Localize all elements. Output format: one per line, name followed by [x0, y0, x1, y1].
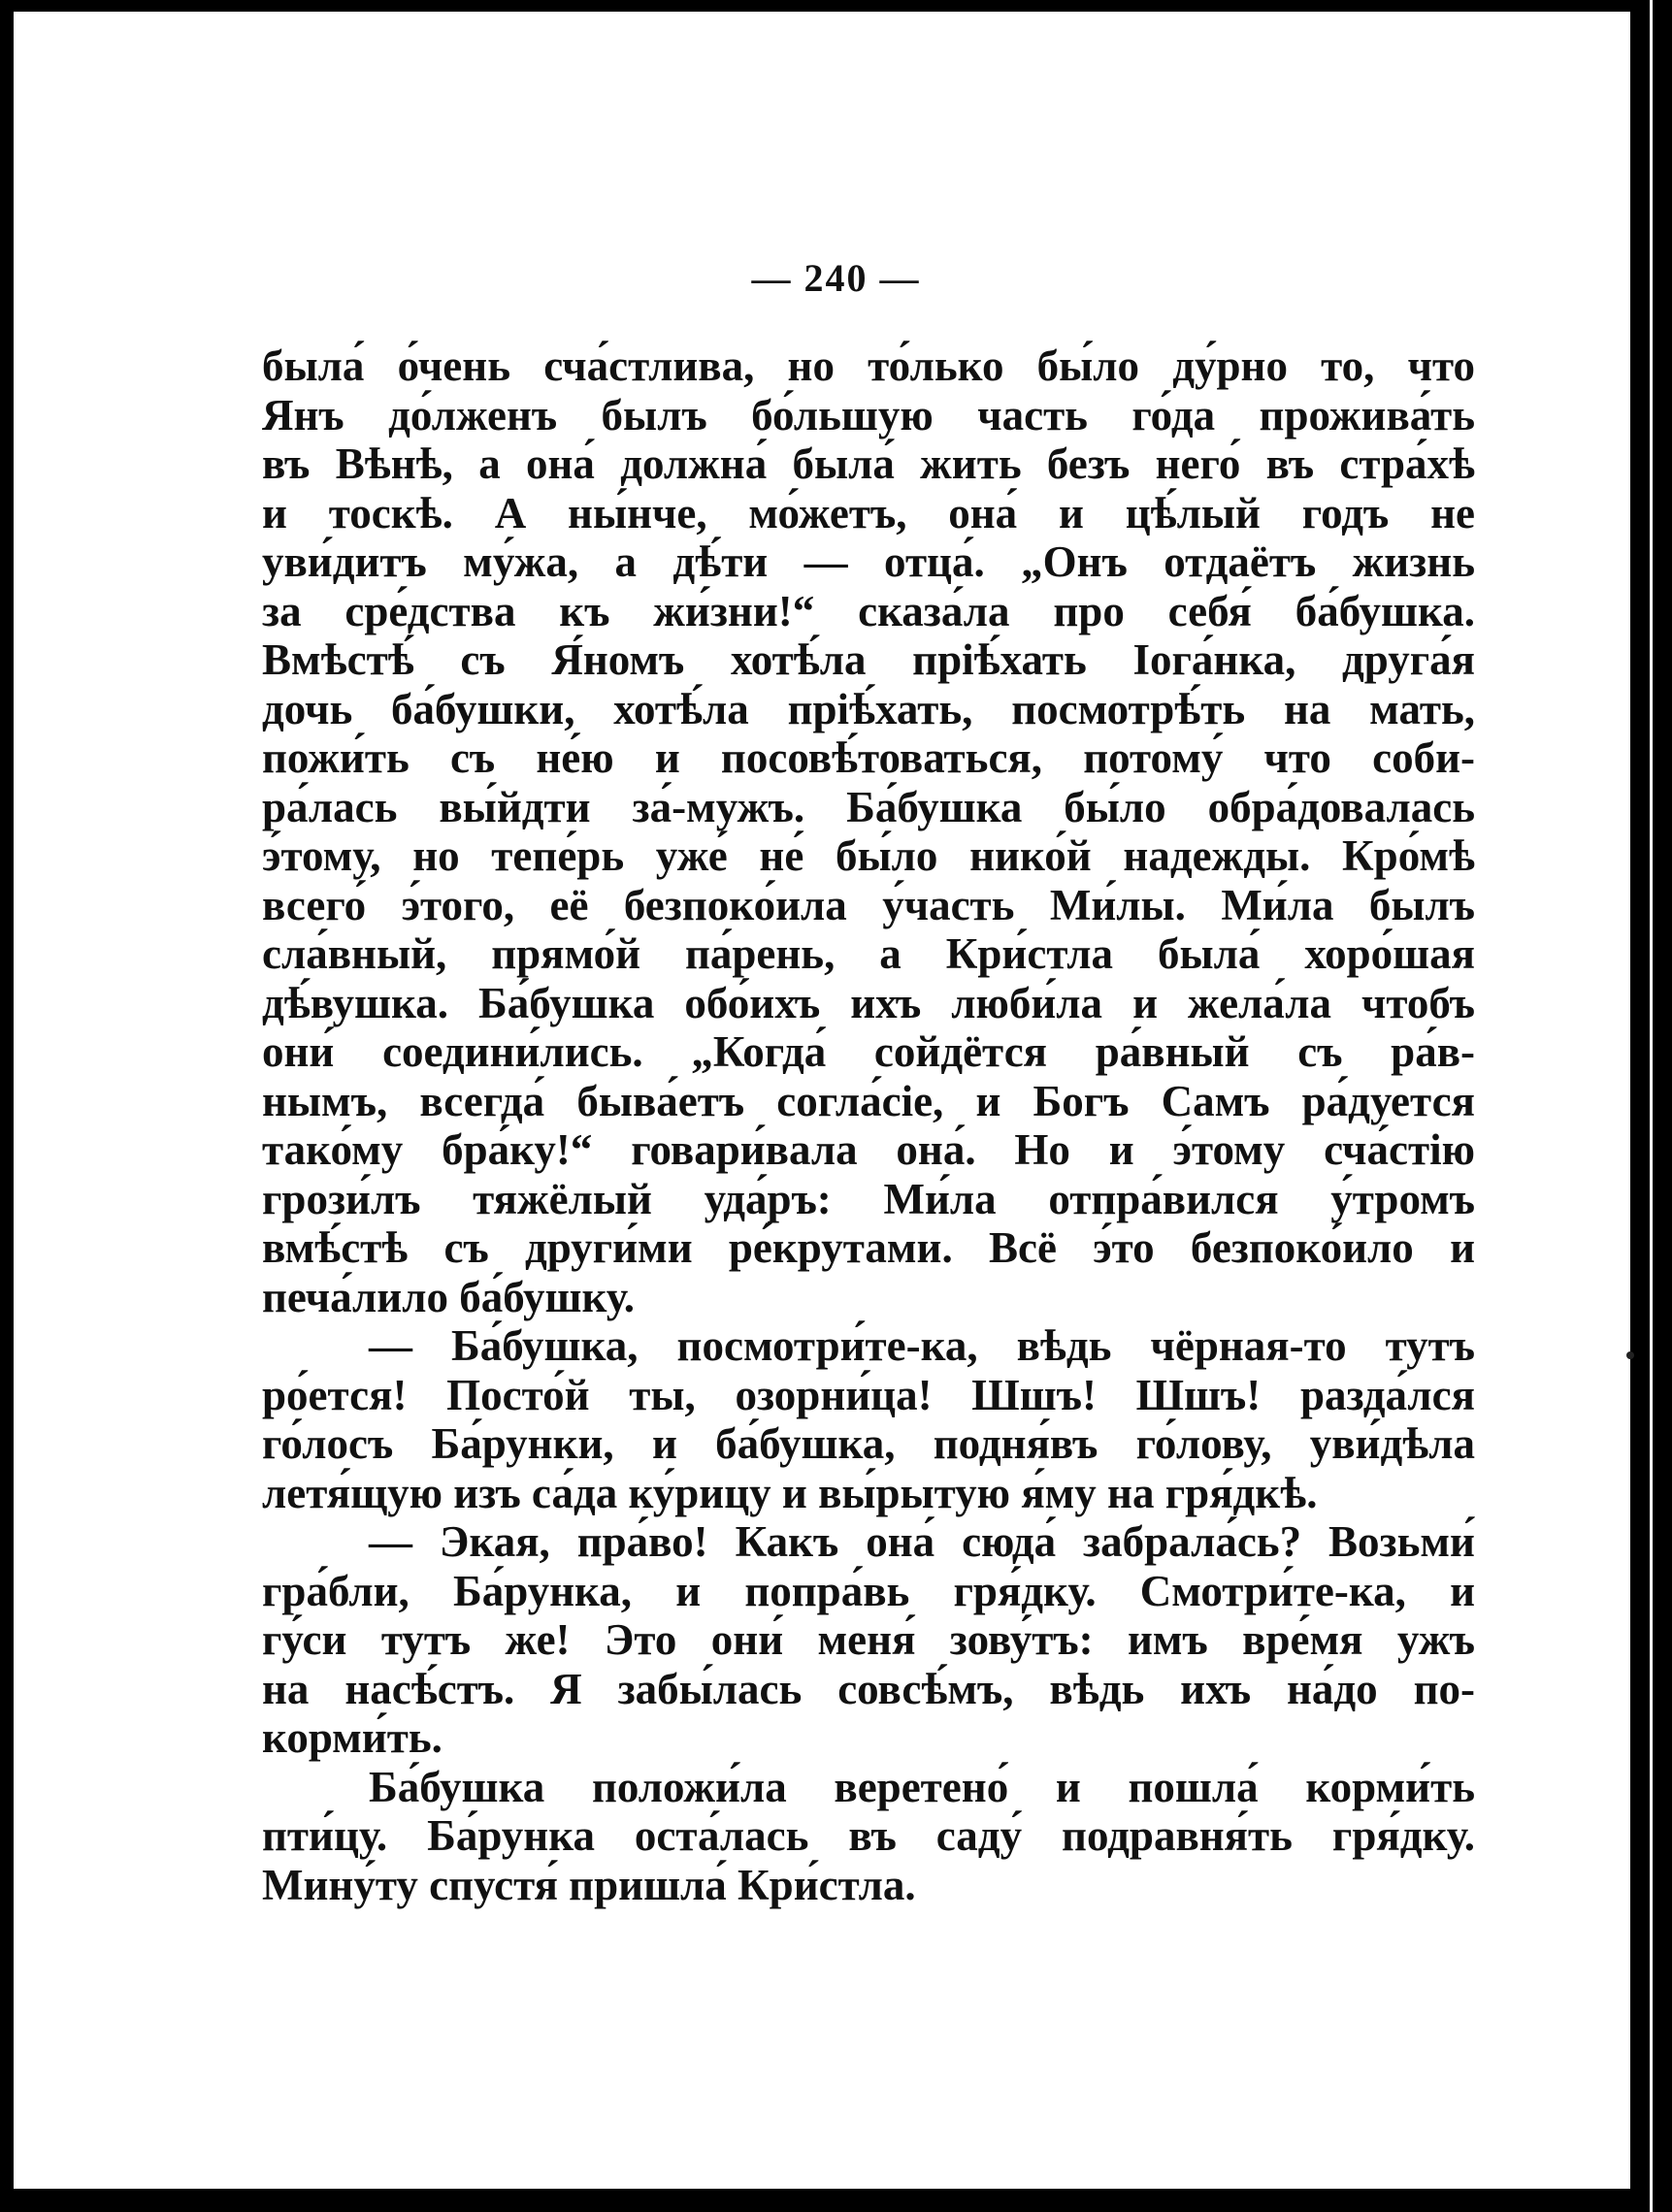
spine-highlight [1650, 0, 1653, 2212]
body-text [262, 342, 1475, 1909]
text-line: э́тому, но тепе́рь уже́ не́ бы́ло нико́й надежды. Кро́мѣ [262, 831, 1475, 880]
text-line: пожи́ть съ не́ю и посовѣ́товаться, потому́ что соби- [262, 733, 1475, 782]
text-line: печа́лило ба́бушку. [262, 1272, 636, 1321]
text-line: Вмѣстѣ́ съ Я́номъ хотѣ́ла пріѣ́хать Іога́нка, друга́я [262, 635, 1475, 684]
page-spine-edge [1630, 0, 1672, 2212]
text-line: летя́щую изъ са́да ку́рицу и вы́рытую я́му на гря́дкѣ. [262, 1468, 1318, 1517]
text-line: уви́дитъ му́жа, а дѣ́ти — отца́. „Онъ отдаётъ жизнь [262, 537, 1475, 586]
text-line: сла́вный, прямо́й па́рень, а Кри́стла была́ хоро́шая [262, 929, 1475, 978]
text-line: Ба́бушка положи́ла веретено́ и пошла́ корми́ть [369, 1762, 1475, 1811]
text-line: тако́му бра́ку!“ говари́вала она́. Но и э́тому сча́стію [262, 1125, 1475, 1174]
text-line: вмѣ́стѣ съ други́ми ре́крутами. Всё э́то безпоко́ило и [262, 1223, 1475, 1272]
text-line: на насѣ́стъ. Я забы́лась совсѣ́мъ, вѣдь ихъ на́до по- [262, 1664, 1475, 1713]
text-line: го́лосъ Ба́рунки, и ба́бушка, подня́въ го́лову, уви́дѣла [262, 1419, 1475, 1468]
text-line: дочь ба́бушки, хотѣ́ла пріѣ́хать, посмотрѣ́ть на мать, [262, 684, 1475, 733]
margin-mark [1626, 1351, 1634, 1359]
text-line: ра́лась вы́йдти за́-мужъ. Ба́бушка бы́ло обра́довалась [262, 782, 1475, 831]
page-number: — 240 — [751, 256, 921, 300]
text-line: въ Вѣнѣ, а она́ должна́ была́ жить безъ него́ въ стра́хѣ [262, 439, 1475, 488]
text-line: Мину́ту спустя́ пришла́ Кри́стла. [262, 1860, 916, 1909]
text-line: и тоскѣ. А ны́нче, мо́жетъ, она́ и цѣ́лый годъ не [262, 488, 1475, 537]
text-line: грози́лъ тяжёлый уда́ръ: Ми́ла отпра́вился у́тромъ [262, 1174, 1475, 1223]
text-line: корми́ть. [262, 1713, 443, 1762]
text-line: ро́ется! Посто́й ты, озорни́ца! Шшъ! Шшъ! разда́лся [262, 1370, 1475, 1419]
text-line: была́ о́чень сча́стлива, но то́лько бы́ло ду́рно то, что [262, 342, 1475, 390]
text-line: дѣ́вушка. Ба́бушка обо́ихъ ихъ люби́ла и жела́ла чтобъ [262, 978, 1475, 1027]
text-line: — Экая, пра́во! Какъ она́ сюда́ забрала́сь? Возьми́ [369, 1517, 1475, 1566]
text-line: гра́бли, Ба́рунка, и попра́вь гря́дку. Смотри́те-ка, и [262, 1566, 1475, 1615]
text-line: они́ соедини́лись. „Когда́ сойдётся ра́вный съ ра́в- [262, 1027, 1475, 1076]
text-line: нымъ, всегда́ быва́етъ согла́сіе, и Богъ Самъ ра́дуется [262, 1076, 1475, 1125]
text-line: гу́си тутъ же! Это они́ меня́ зову́тъ: имъ вре́мя ужъ [262, 1615, 1475, 1664]
text-line: — Ба́бушка, посмотри́те-ка, вѣдь чёрная-то тутъ [369, 1321, 1475, 1370]
text-line: пти́цу. Ба́рунка оста́лась въ саду́ подравня́ть гря́дку. [262, 1811, 1475, 1860]
text-line: всего́ э́того, её безпоко́ила у́часть Ми́лы. Ми́ла былъ [262, 880, 1475, 929]
text-line: Янъ до́лженъ былъ бо́льшую часть го́да прожива́ть [262, 390, 1475, 439]
text-line: за сре́дства къ жи́зни!“ сказа́ла про себя́ ба́бушка. [262, 586, 1475, 635]
